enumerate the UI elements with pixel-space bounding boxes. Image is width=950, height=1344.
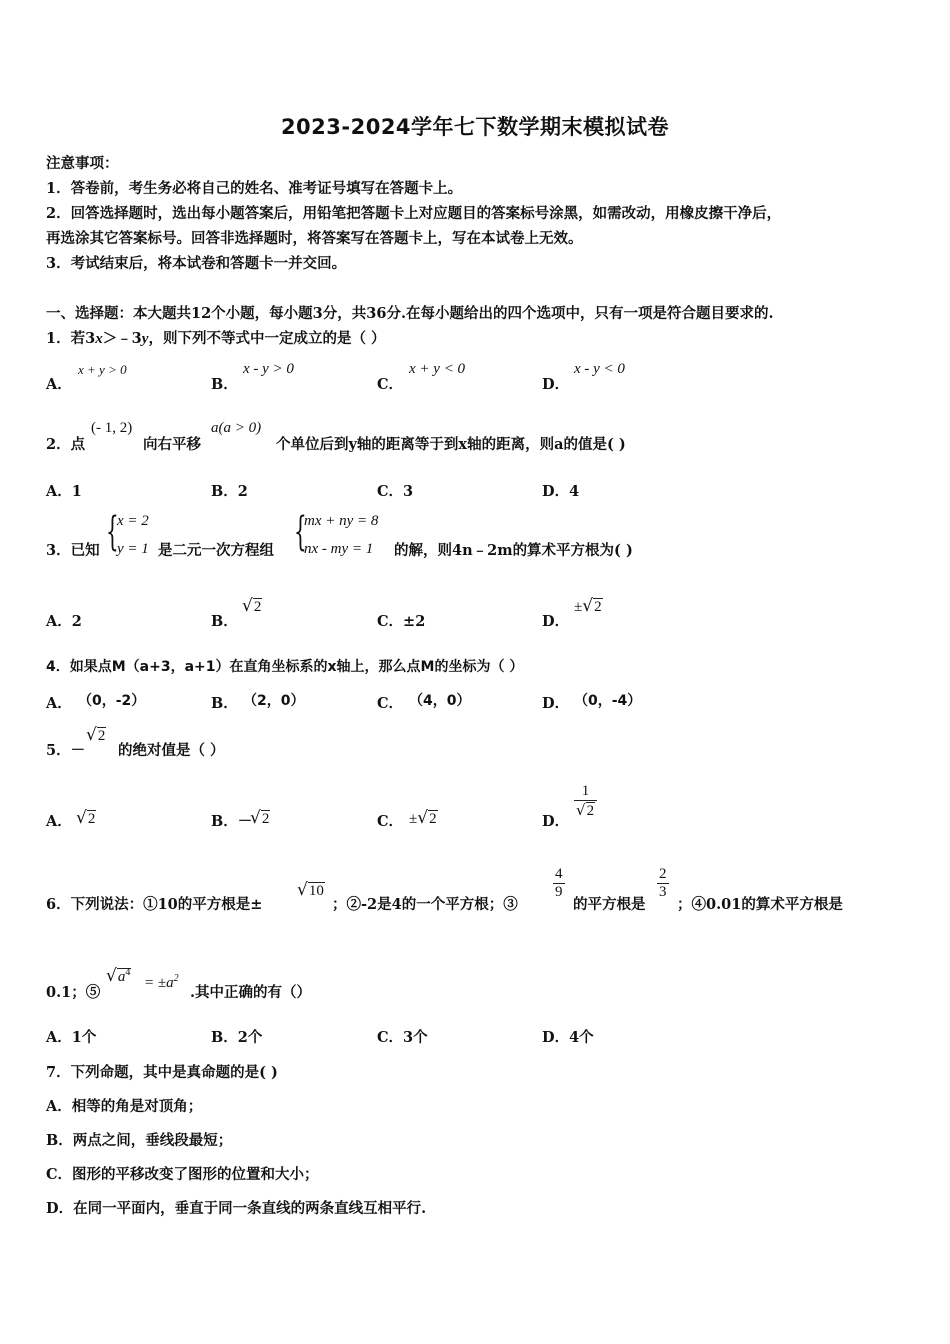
q6-part4: ；④0.01的算术平方根是 [677,896,843,913]
q4-option-a: （0，-2） [78,693,146,709]
q5-option-a-radicand: 2 [87,811,96,827]
q5-option-b-label: B．－ [211,813,253,830]
q5-post: 的绝对值是（ ） [118,742,225,759]
q5-radicand: 2 [97,728,106,744]
q6-frac1-den: 9 [555,884,563,900]
q6-frac2-den: 3 [659,884,667,900]
q5-option-b-radicand: 2 [261,811,270,827]
q5-option-b-sqrt: √2 [250,808,270,828]
q6-sqrt-a4: $√a^4$ [106,966,131,986]
q3-sys2-line1: mx + ny = 8 [304,513,379,529]
q5-option-d-numerator: 1 [581,783,590,799]
q3-option-b-radicand: 2 [253,599,262,615]
q1-option-b-label: B． [211,376,238,393]
q1-option-d-expr: x - y < 0 [574,361,625,377]
q3-option-b-sqrt: √2 [242,596,262,616]
q6-frac2-num: 2 [659,866,667,882]
q1-stem [46,327,386,348]
q1-var-y: y [141,331,149,347]
q7-option-d: D．在同一平面内，垂直于同一条直线的两条直线互相平行. [46,1200,427,1217]
q4-option-d: （0，-4） [574,693,642,709]
q2-prefix: 2．点 [46,436,86,453]
q3-post: 的解，则4n﹣2m的算术平方根为( ) [394,542,633,559]
q6-radicand-exp: 4 [125,967,131,978]
q1-option-b-expr: x - y > 0 [243,361,294,377]
q5-option-a-sqrt: √2 [76,808,96,828]
notice-heading: 注意事项： [46,155,119,172]
q6-option-c: C．3个 [377,1029,428,1046]
notice-item-1: 1．答卷前，考生务必将自己的姓名、准考证号填写在答题卡上。 [46,180,463,197]
q3-option-d-expr: ±√2 [574,596,602,616]
notice-item-2a: 2．回答选择题时，选出每小题答案后，用铅笔把答题卡上对应题目的答案标号涂黑，如需改动，用橡皮擦干净后， [46,205,782,222]
q1-stem-part: 1．若3 [46,330,96,347]
q2-option-c: C．3 [377,483,414,500]
q3-sys1-line2: y = 1 [117,541,149,557]
q6-option-d: D．4个 [542,1029,594,1046]
q3-sys2-line2: nx - my = 1 [304,541,374,557]
q6-line2-expr [144,973,179,992]
q1-stem-part: ，则下列不等式中一定成立的是（ ） [148,330,386,347]
q3-option-b-label: B． [211,613,238,630]
q2-shift: a(a > 0) [211,420,262,436]
q6-part2: ；②-2是4的一个平方根；③ [332,896,518,913]
q2-option-d: D．4 [542,483,580,500]
q7-option-b: B．两点之间，垂线段最短； [46,1132,233,1149]
q6-radicand-a: a [117,969,126,985]
q5-prefix: 5．－ [46,742,86,759]
q7-option-c: C．图形的平移改变了图形的位置和大小； [46,1166,319,1183]
q3-prefix: 3．已知 [46,542,100,559]
q2-mid: 向右平移 [143,436,201,453]
notice-item-3: 3．考试结束后，将本试卷和答题卡一并交回。 [46,255,347,272]
q2-option-b: B．2 [211,483,248,500]
q5-option-c-pm: ± [409,811,418,827]
q6-part3: 的平方根是 [573,896,646,913]
q2-option-a: A．1 [46,483,82,500]
q4-stem: 4．如果点M（a+3，a+1）在直角坐标系的x轴上，那么点M的坐标为（ ） [46,659,524,675]
q6-expr-exp: 2 [173,973,179,984]
q4-option-c: （4，0） [409,693,471,709]
q2-point: (- 1, 2) [91,420,133,436]
q6-option-a: A．1个 [46,1029,97,1046]
q1-option-c-expr: x + y < 0 [409,361,466,377]
q3-option-a: A．2 [46,613,82,630]
q5-sqrt: √2 [86,725,106,745]
q1-option-d-label: D． [542,376,570,393]
q3-option-d-radicand: 2 [594,599,602,615]
q6-option-b: B．2个 [211,1029,263,1046]
q6-sqrt10: √10 [297,880,324,900]
q5-option-c-radicand: 2 [429,811,437,827]
q3-mid: 是二元一次方程组 [158,542,274,559]
q6-frac-4-9 [553,866,565,901]
q1-stem-part: ＞﹣3 [102,330,142,347]
q3-sys1-line1: x = 2 [117,513,149,529]
q3-option-d-label: D． [542,613,570,630]
q5-option-c-expr: ±√2 [409,808,437,828]
q5-option-d-frac: $\frac{1}{√2}$ [574,783,597,820]
q5-option-a-label: A． [46,813,72,830]
q3-brace-1: { [106,509,119,555]
page-title: 2023-2024学年七下数学期末模拟试卷 [280,115,670,139]
q1-option-c-label: C． [377,376,404,393]
q5-option-d-label: D． [542,813,570,830]
q3-option-d-pm: ± [574,599,583,615]
section-heading: 一、选择题：本大题共12个小题，每小题3分，共36分.在每小题给出的四个选项中，只有一项是符合题目要求的. [46,305,774,322]
q5-option-d-denominator: 2 [586,803,595,819]
q1-var-x: x [95,331,103,347]
q4-option-b-label: B． [211,695,238,712]
q6-radicand-10: 10 [308,883,324,899]
q5-option-c-label: C． [377,813,404,830]
q4-option-b: （2，0） [243,693,305,709]
q4-option-a-label: A． [46,695,72,712]
notice-item-2b: 再选涂其它答案标号。回答非选择题时，将答案写在答题卡上，写在本试卷上无效。 [46,230,583,247]
q1-option-a-label: A． [46,376,72,393]
q6-frac-2-3 [657,866,669,901]
q3-option-c: C．±2 [377,613,426,630]
q4-option-c-label: C． [377,695,404,712]
q1-option-a-expr: x + y > 0 [78,362,127,377]
q3-brace-2: { [294,509,307,555]
q7-stem: 7．下列命题，其中是真命题的是( ) [46,1064,278,1081]
q4-option-d-label: D． [542,695,570,712]
q7-option-a: A．相等的角是对顶角； [46,1098,203,1115]
q6-line2-prefix: 0.1；⑤ [46,984,101,1001]
q2-post: 个单位后到y轴的距离等于到x轴的距离，则a的值是( ) [276,436,626,453]
q6-expr-text: = ±a [144,975,174,991]
q6-line2-post: .其中正确的有（） [190,984,312,1001]
q6-frac1-num: 4 [555,866,563,882]
q6-part1: 6．下列说法：①10的平方根是± [46,896,263,913]
